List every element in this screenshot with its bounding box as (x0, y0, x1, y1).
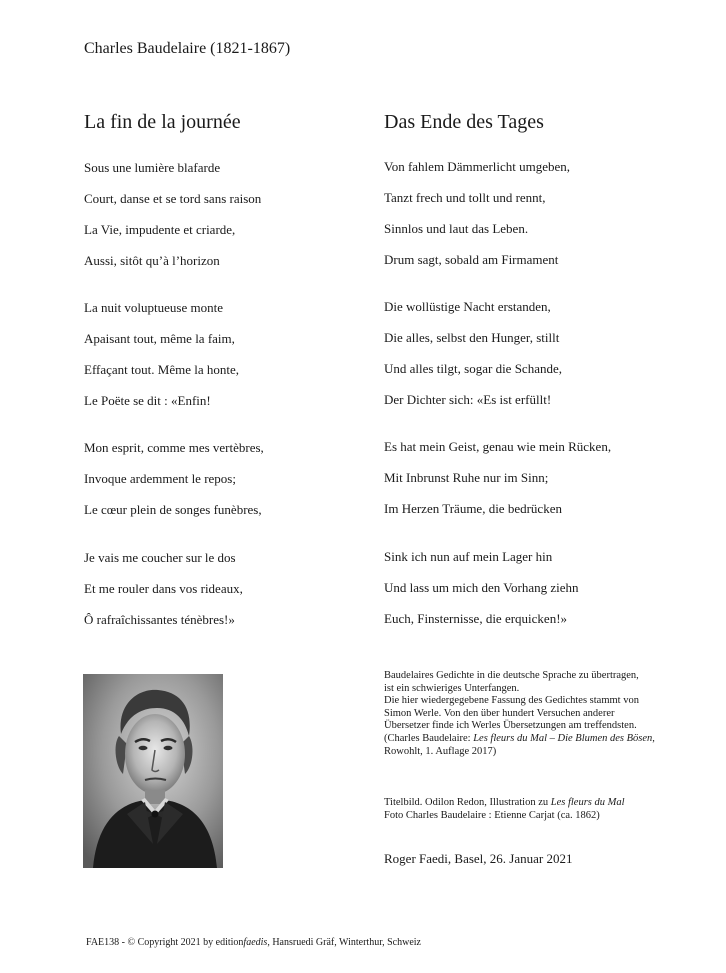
note-text: , (652, 732, 655, 744)
poem-line-de: Im Herzen Träume, die bedrücken (384, 501, 562, 516)
poem-line-fr: La nuit voluptueuse monte (84, 300, 224, 315)
signature: Roger Faedi, Basel, 26. Januar 2021 (384, 851, 573, 866)
poem-line-de: Und alles tilgt, sogar die Schande, (384, 361, 562, 376)
poem-line-de: Die alles, selbst den Hunger, stillt (384, 330, 560, 345)
poem-line-fr: Le cœur plein de songes funèbres, (84, 502, 262, 517)
book-title: Les fleurs du Mal (550, 797, 625, 808)
poem-line-de: Sinnlos und laut das Leben. (384, 221, 529, 236)
note-line: Übersetzer finde ich Werles Übersetzungen am treffendsten. (384, 720, 637, 732)
poem-line-fr: Apaisant tout, même la faim, (84, 331, 235, 346)
note-line (384, 733, 704, 746)
note-line: Baudelaires Gedichte in die deutsche Sprache zu übertragen, (384, 670, 639, 681)
note-line: ist ein schwieriges Unterfangen. (384, 682, 520, 694)
image-credits (384, 797, 625, 822)
poem-line-de: Die wollüstige Nacht erstanden, (384, 299, 551, 314)
poem-line-fr: Je vais me coucher sur le dos (84, 550, 236, 565)
poem-line-fr: Le Poëte se dit : «Enfin! (84, 393, 211, 408)
poem-line-fr: Sous une lumière blafarde (84, 160, 221, 175)
poem-line-de: Sink ich nun auf mein Lager hin (384, 549, 553, 564)
copyright-footer (86, 937, 421, 948)
book-title: Les fleurs du Mal – Die Blumen des Bösen (473, 732, 653, 744)
poem-line-fr: Mon esprit, comme mes vertèbres, (84, 440, 264, 455)
poem-line-fr: Aussi, sitôt qu’à l’horizon (84, 253, 220, 268)
poem-line-fr: Et me rouler dans vos rideaux, (84, 581, 243, 596)
poem-line-fr: Ô rafraîchissantes ténèbres!» (84, 612, 235, 627)
portrait-photo (83, 674, 223, 868)
note-line: Die hier wiedergegebene Fassung des Gedichtes stammt von (384, 695, 639, 707)
document-header: Charles Baudelaire (1821-1867) (84, 40, 291, 57)
poem-line-de: Euch, Finsternisse, die erquicken!» (384, 611, 568, 626)
poem-title-french: La fin de la journée (84, 111, 241, 133)
publisher-brand: faedis (243, 937, 268, 948)
poem-line-fr: La Vie, impudente et criarde, (84, 222, 236, 237)
note-line: Simon Werle. Von den über hundert Versuchen anderer (384, 707, 615, 719)
poem-line-de: Es hat mein Geist, genau wie mein Rücken, (384, 439, 612, 454)
poem-line-de: Der Dichter sich: «Es ist erfüllt! (384, 392, 552, 407)
footer-text: , Hansruedi Gräf, Winterthur, Schweiz (267, 937, 421, 948)
poem-line-de: Drum sagt, sobald am Firmament (384, 252, 559, 267)
credit-text: Titelbild. Odilon Redon, Illustration zu (384, 797, 551, 808)
note-text: (Charles Baudelaire: (384, 732, 474, 744)
credit-line (384, 797, 625, 810)
poem-line-fr: Court, danse et se tord sans raison (84, 191, 262, 206)
poem-line-fr: Invoque ardemment le repos; (84, 471, 236, 486)
poem-line-de: Mit Inbrunst Ruhe nur im Sinn; (384, 470, 549, 485)
note-line: Rowohlt, 1. Auflage 2017) (384, 745, 497, 757)
translation-note (384, 670, 704, 758)
poem-line-fr: Effaçant tout. Même la honte, (84, 362, 239, 377)
credit-line: Foto Charles Baudelaire : Etienne Carjat (ca. 1862) (384, 809, 600, 821)
poem-title-german: Das Ende des Tages (384, 111, 544, 133)
poem-line-de: Tanzt frech und tollt und rennt, (384, 190, 546, 205)
footer-text: FAE138 - © Copyright 2021 by edition (86, 937, 244, 948)
poem-line-de: Von fahlem Dämmerlicht umgeben, (384, 159, 571, 174)
poem-line-de: Und lass um mich den Vorhang ziehn (384, 580, 579, 595)
